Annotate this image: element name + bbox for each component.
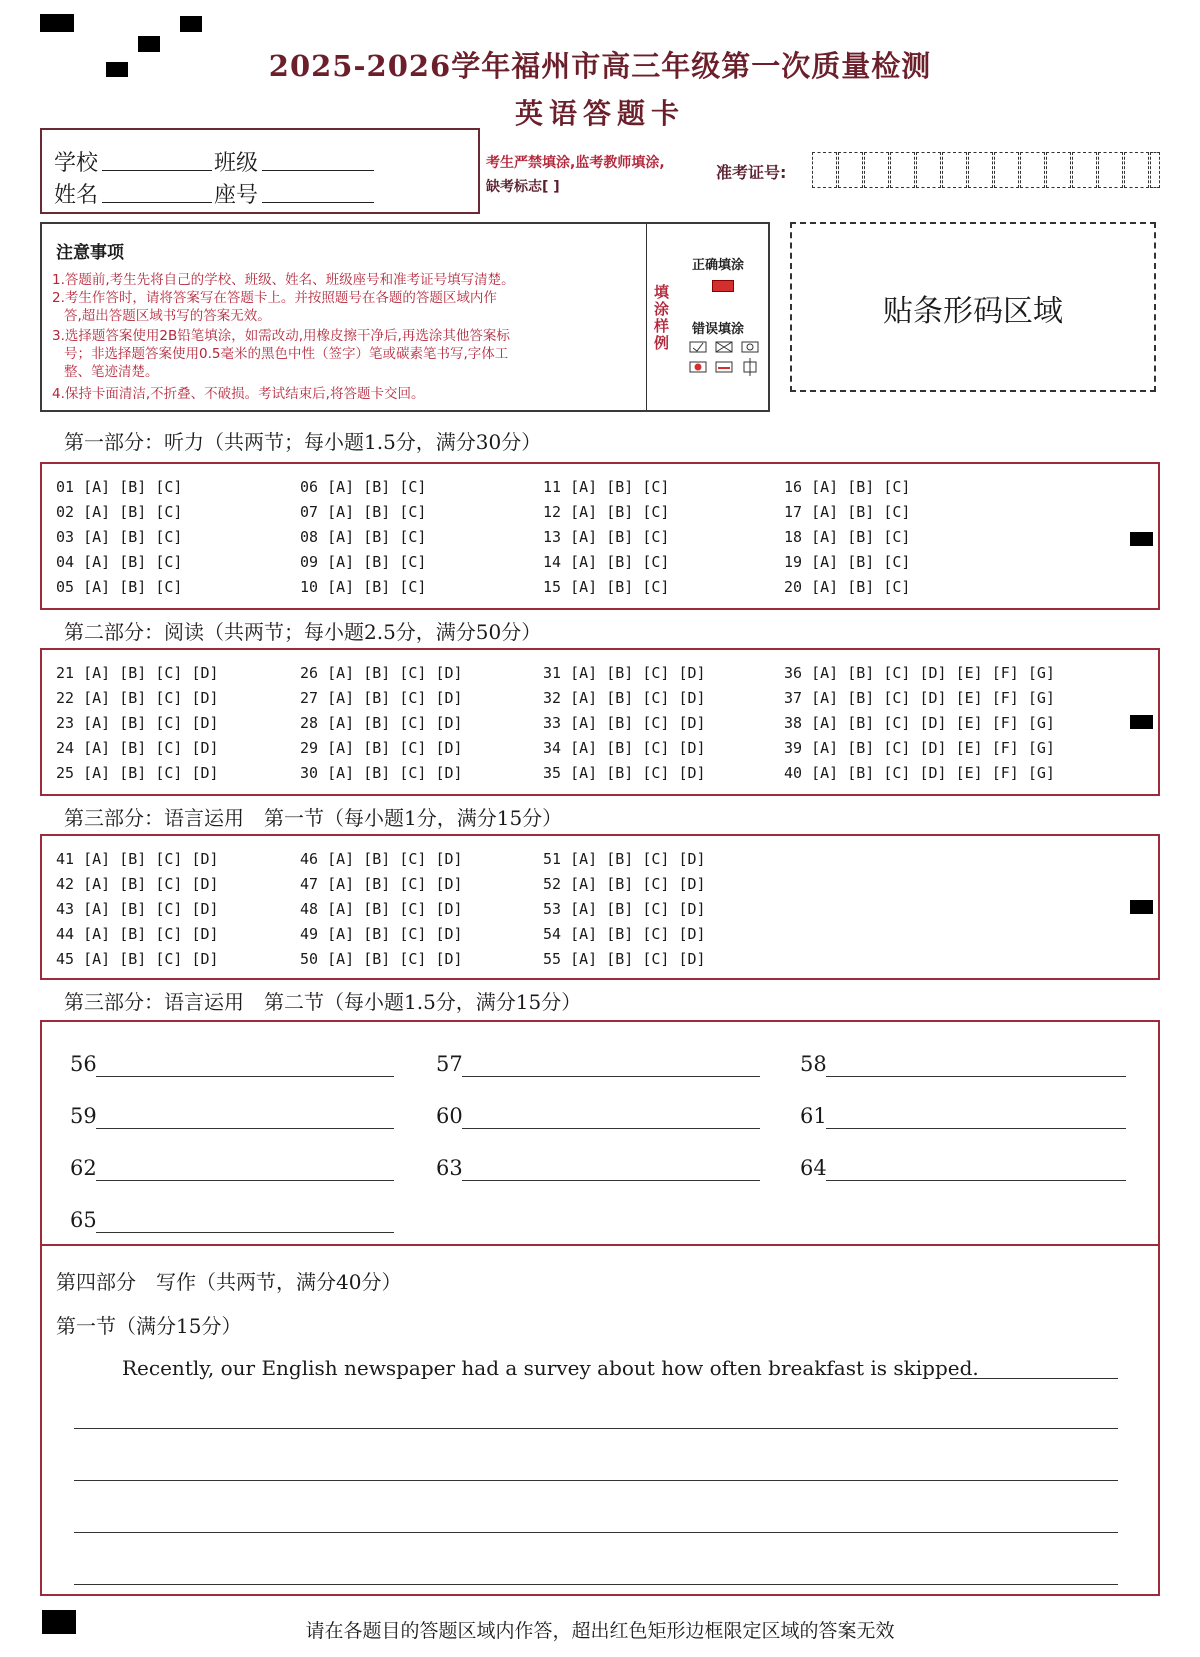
- blank-number: 65: [70, 1208, 97, 1232]
- choice-row[interactable]: 13 [A] [B] [C]: [543, 528, 670, 546]
- choice-row[interactable]: 48 [A] [B] [C] [D]: [300, 900, 463, 918]
- choice-row[interactable]: 25 [A] [B] [C] [D]: [56, 764, 219, 782]
- exam-id-digit[interactable]: [1150, 152, 1160, 188]
- choice-row[interactable]: 51 [A] [B] [C] [D]: [543, 850, 706, 868]
- writing-line[interactable]: [74, 1584, 1118, 1585]
- choice-row[interactable]: 31 [A] [B] [C] [D]: [543, 664, 706, 682]
- blank-line[interactable]: [96, 1128, 394, 1129]
- blank-line[interactable]: [826, 1076, 1126, 1077]
- blank-number: 56: [70, 1052, 97, 1076]
- blank-number: 57: [436, 1052, 463, 1076]
- writing-line[interactable]: [74, 1532, 1118, 1533]
- barcode-area: [790, 222, 1156, 392]
- writing-line[interactable]: [74, 1480, 1118, 1481]
- choice-row[interactable]: 19 [A] [B] [C]: [784, 553, 911, 571]
- school-field[interactable]: [102, 170, 212, 171]
- choice-row[interactable]: 49 [A] [B] [C] [D]: [300, 925, 463, 943]
- choice-row[interactable]: 14 [A] [B] [C]: [543, 553, 670, 571]
- choice-row[interactable]: 38 [A] [B] [C] [D] [E] [F] [G]: [784, 714, 1055, 732]
- choice-row[interactable]: 15 [A] [B] [C]: [543, 578, 670, 596]
- exam-id-digit[interactable]: [1046, 152, 1071, 188]
- footer-note: 请在各题目的答题区域内作答，超出红色矩形边框限定区域的答案无效: [305, 1620, 895, 1642]
- blank-number: 64: [800, 1156, 827, 1180]
- choice-row[interactable]: 54 [A] [B] [C] [D]: [543, 925, 706, 943]
- choice-row[interactable]: 12 [A] [B] [C]: [543, 503, 670, 521]
- choice-row[interactable]: 22 [A] [B] [C] [D]: [56, 689, 219, 707]
- blank-number: 63: [436, 1156, 463, 1180]
- exam-id-digit[interactable]: [1072, 152, 1097, 188]
- seat-label: 座号: [214, 183, 259, 208]
- notice-line: 2.考生作答时，请将答案写在答题卡上。并按照题号在各题的答题区域内作: [52, 290, 497, 306]
- choice-row[interactable]: 17 [A] [B] [C]: [784, 503, 911, 521]
- choice-row[interactable]: 52 [A] [B] [C] [D]: [543, 875, 706, 893]
- choice-row[interactable]: 20 [A] [B] [C]: [784, 578, 911, 596]
- choice-row[interactable]: 23 [A] [B] [C] [D]: [56, 714, 219, 732]
- choice-row[interactable]: 02 [A] [B] [C]: [56, 503, 183, 521]
- exam-id-digit[interactable]: [942, 152, 967, 188]
- choice-row[interactable]: 09 [A] [B] [C]: [300, 553, 427, 571]
- absence-note: 考生严禁填涂,监考教师填涂,: [486, 155, 665, 171]
- notice-line: 号；非选择题答案使用0.5毫米的黑色中性（签字）笔或碳素笔书写,字体工: [64, 346, 509, 362]
- student-info-box: [40, 128, 480, 214]
- choice-row[interactable]: 43 [A] [B] [C] [D]: [56, 900, 219, 918]
- writing-box: [40, 1246, 1160, 1596]
- name-field[interactable]: [102, 202, 212, 203]
- choice-row[interactable]: 53 [A] [B] [C] [D]: [543, 900, 706, 918]
- registration-mark: [40, 14, 74, 32]
- correct-fill-label: 正确填涂: [692, 258, 745, 273]
- exam-id-digit[interactable]: [1098, 152, 1123, 188]
- blank-line[interactable]: [826, 1128, 1126, 1129]
- choice-row[interactable]: 07 [A] [B] [C]: [300, 503, 427, 521]
- choice-row[interactable]: 34 [A] [B] [C] [D]: [543, 739, 706, 757]
- notice-line: 整、笔迹清楚。: [64, 364, 159, 380]
- section-title: 第二部分：阅读（共两节；每小题2.5分，满分50分）: [64, 620, 542, 644]
- section-title: 第三部分：语言运用 第二节（每小题1.5分，满分15分）: [64, 990, 582, 1014]
- choice-row[interactable]: 32 [A] [B] [C] [D]: [543, 689, 706, 707]
- page-subtitle: 英语答题卡: [514, 97, 685, 130]
- writing-title: 第四部分 写作（共两节，满分40分）: [56, 1270, 402, 1294]
- barcode-label: 贴条形码区域: [883, 294, 1063, 329]
- page-title: 2025-2026学年福州市高三年级第一次质量检测: [268, 49, 932, 83]
- fill-sample-divider: [646, 224, 647, 410]
- notice-line: 3.选择题答案使用2B铅笔填涂，如需改动,用橡皮擦干净后,再选涂其他答案标: [52, 328, 510, 344]
- choice-row[interactable]: 11 [A] [B] [C]: [543, 478, 670, 496]
- blanks-box: [40, 1020, 1160, 1246]
- choice-row[interactable]: 06 [A] [B] [C]: [300, 478, 427, 496]
- section-title: 第三部分：语言运用 第一节（每小题1分，满分15分）: [64, 806, 563, 830]
- blank-number: 62: [70, 1156, 97, 1180]
- exam-id-digit[interactable]: [838, 152, 863, 188]
- name-label: 姓名: [54, 183, 99, 208]
- choice-row[interactable]: 37 [A] [B] [C] [D] [E] [F] [G]: [784, 689, 1055, 707]
- blank-number: 60: [436, 1104, 463, 1128]
- notice-line: 4.保持卡面清洁,不折叠、不破损。考试结束后,将答题卡交回。: [52, 386, 425, 402]
- correct-fill-icon: [712, 280, 734, 292]
- choice-row[interactable]: 28 [A] [B] [C] [D]: [300, 714, 463, 732]
- blank-line[interactable]: [96, 1180, 394, 1181]
- choice-row[interactable]: 46 [A] [B] [C] [D]: [300, 850, 463, 868]
- blank-line[interactable]: [826, 1180, 1126, 1181]
- exam-id-digit[interactable]: [890, 152, 915, 188]
- blank-line[interactable]: [96, 1076, 394, 1077]
- choice-row[interactable]: 42 [A] [B] [C] [D]: [56, 875, 219, 893]
- choice-row[interactable]: 29 [A] [B] [C] [D]: [300, 739, 463, 757]
- choice-row[interactable]: 55 [A] [B] [C] [D]: [543, 950, 706, 968]
- choice-row[interactable]: 24 [A] [B] [C] [D]: [56, 739, 219, 757]
- choice-row[interactable]: 27 [A] [B] [C] [D]: [300, 689, 463, 707]
- writing-line[interactable]: [74, 1428, 1118, 1429]
- exam-id-label: 准考证号:: [716, 163, 787, 182]
- blank-line[interactable]: [462, 1128, 760, 1129]
- choice-row[interactable]: 16 [A] [B] [C]: [784, 478, 911, 496]
- choice-row[interactable]: 40 [A] [B] [C] [D] [E] [F] [G]: [784, 764, 1055, 782]
- absence-mark[interactable]: 缺考标志[ ]: [486, 179, 560, 195]
- wrong-fill-label: 错误填涂: [692, 322, 745, 337]
- blank-line[interactable]: [462, 1076, 760, 1077]
- blank-number: 61: [800, 1104, 827, 1128]
- writing-subtitle: 第一节（满分15分）: [56, 1314, 242, 1338]
- blank-line[interactable]: [462, 1180, 760, 1181]
- choice-row[interactable]: 04 [A] [B] [C]: [56, 553, 183, 571]
- section-title: 第一部分：听力（共两节；每小题1.5分，满分30分）: [64, 430, 542, 454]
- choice-row[interactable]: 08 [A] [B] [C]: [300, 528, 427, 546]
- notice-box: [40, 222, 770, 412]
- seat-field[interactable]: [262, 202, 374, 203]
- choice-row[interactable]: 39 [A] [B] [C] [D] [E] [F] [G]: [784, 739, 1055, 757]
- notice-title: 注意事项: [56, 243, 124, 263]
- blank-line[interactable]: [96, 1232, 394, 1233]
- choice-row[interactable]: 36 [A] [B] [C] [D] [E] [F] [G]: [784, 664, 1055, 682]
- choice-row[interactable]: 30 [A] [B] [C] [D]: [300, 764, 463, 782]
- exam-id-digit[interactable]: [968, 152, 993, 188]
- choice-row[interactable]: 45 [A] [B] [C] [D]: [56, 950, 219, 968]
- choice-row[interactable]: 01 [A] [B] [C]: [56, 478, 183, 496]
- choice-row[interactable]: 47 [A] [B] [C] [D]: [300, 875, 463, 893]
- exam-id-digit[interactable]: [1020, 152, 1045, 188]
- registration-mark: [180, 16, 202, 32]
- blank-number: 58: [800, 1052, 827, 1076]
- wrong-fill-icons: [688, 340, 764, 380]
- exam-id-digit[interactable]: [1124, 152, 1149, 188]
- class-field[interactable]: [262, 170, 374, 171]
- choice-row[interactable]: 03 [A] [B] [C]: [56, 528, 183, 546]
- blank-number: 59: [70, 1104, 97, 1128]
- class-label: 班级: [214, 151, 259, 176]
- fill-sample-label: 填涂样例: [654, 283, 670, 352]
- choice-row[interactable]: 18 [A] [B] [C]: [784, 528, 911, 546]
- exam-id-digit[interactable]: [994, 152, 1019, 188]
- choice-row[interactable]: 10 [A] [B] [C]: [300, 578, 427, 596]
- notice-line: 答,超出答题区域书写的答案无效。: [64, 308, 271, 324]
- choice-row[interactable]: 50 [A] [B] [C] [D]: [300, 950, 463, 968]
- school-label: 学校: [54, 151, 99, 176]
- choice-row[interactable]: 33 [A] [B] [C] [D]: [543, 714, 706, 732]
- choice-row[interactable]: 35 [A] [B] [C] [D]: [543, 764, 706, 782]
- writing-line[interactable]: [950, 1378, 1118, 1379]
- notice-line: 1.答题前,考生先将自己的学校、班级、姓名、班级座号和准考证号填写清楚。: [52, 272, 515, 288]
- choice-row[interactable]: 41 [A] [B] [C] [D]: [56, 850, 219, 868]
- writing-prompt: Recently, our English newspaper had a survey about how often breakfast is skipped.: [122, 1356, 979, 1380]
- exam-id-digit[interactable]: [864, 152, 889, 188]
- choice-row[interactable]: 44 [A] [B] [C] [D]: [56, 925, 219, 943]
- exam-id-digit[interactable]: [812, 152, 837, 188]
- choice-row[interactable]: 21 [A] [B] [C] [D]: [56, 664, 219, 682]
- choice-row[interactable]: 05 [A] [B] [C]: [56, 578, 183, 596]
- exam-id-digit[interactable]: [916, 152, 941, 188]
- choice-row[interactable]: 26 [A] [B] [C] [D]: [300, 664, 463, 682]
